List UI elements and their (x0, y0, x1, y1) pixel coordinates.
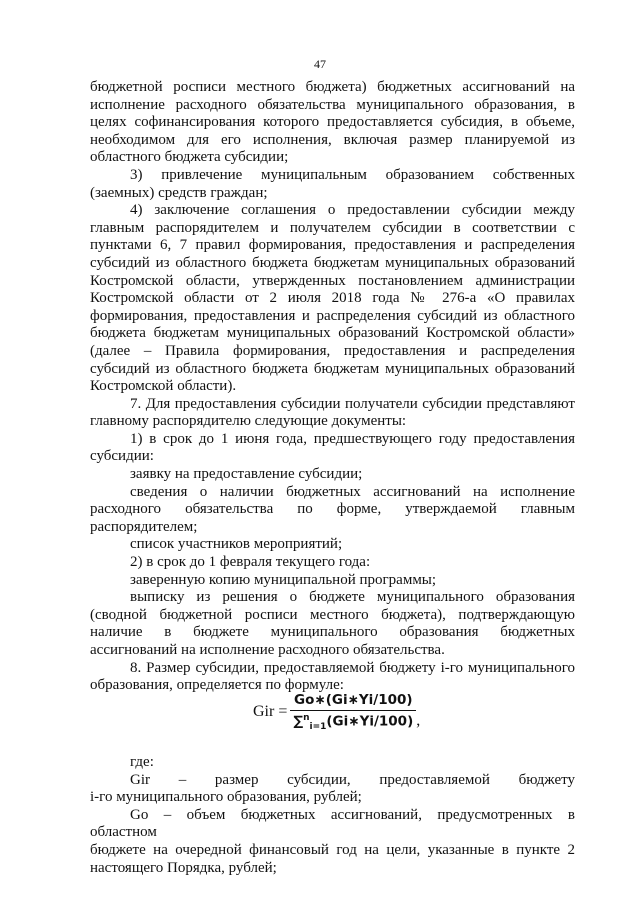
text-line: 2) в срок до 1 февраля текущего года: (130, 554, 371, 571)
text-line: Костромской области от 2 июля 2018 года № 276-а «О правилах (90, 290, 575, 307)
text-line: (заемных) средств граждан; (90, 184, 268, 201)
text-line: бюджета бюджетам муниципальных образований Костромской области» (90, 325, 575, 342)
text-line: бюджетной росписи местного бюджета) бюджетных ассигнований на (90, 79, 575, 95)
text-line: распорядителем; (90, 518, 198, 535)
document-body (90, 79, 575, 695)
text-line: областного бюджета субсидии; (90, 149, 289, 166)
text-line: Костромской области, утвержденных постановлением администрации (90, 272, 575, 289)
formula-comma: , (416, 712, 421, 730)
text-line: Gir – размер субсидии, предоставляемой бюджету (130, 771, 575, 788)
text-line: (далее – Правила формирования, предоставления и распределения (90, 342, 575, 359)
text-line: расходного обязательства по форме, утверждаемой главным (90, 501, 575, 518)
formula-lhs: Gir = (253, 703, 288, 721)
text-line: Go – объем бюджетных ассигнований, предусмотренных в областном (90, 806, 575, 841)
text-line: где: (130, 754, 154, 770)
text-line: субсидии: (90, 448, 154, 465)
text-line: список участников мероприятий; (130, 536, 343, 553)
text-line: формирования, предоставления и распределения субсидий из областного (90, 307, 575, 324)
page-number: 47 (314, 57, 326, 71)
text-line: исполнение расходного обязательства муниципального образования, в (90, 96, 575, 113)
text-line: пунктами 6, 7 правил формирования, предоставления и распределения (90, 237, 575, 254)
text-line: 1) в срок до 1 июня года, предшествующего году предоставления (130, 430, 575, 447)
sum-lower-limit: i=1 (309, 722, 327, 733)
text-line: целях софинансирования которого предоставляется субсидия, в объеме, (90, 114, 575, 131)
text-line: (сводной бюджетной росписи местного бюджета), подтверждающую (90, 606, 575, 623)
text-line: ассигнований на исполнение расходного обязательства. (90, 642, 445, 658)
sum-upper-limit: n (303, 713, 310, 723)
text-line: i-го муниципального образования, рублей; (90, 789, 362, 806)
text-line: наличие в бюджете муниципального образования бюджетных (90, 624, 575, 641)
text-line: субсидий из областного бюджета бюджетам муниципальных образований (90, 254, 575, 271)
text-line: 4) заключение соглашения о предоставлении субсидии между (130, 202, 575, 219)
text-line: 8. Размер субсидии, предоставляемой бюджету i-го муниципального (130, 659, 575, 676)
text-line: необходимом для его исполнения, включая размер планируемой из (90, 131, 575, 148)
formula-numerator: Go∗(Gi∗Yi/100) (294, 692, 413, 708)
formula-fraction (290, 692, 416, 732)
text-line: сведения о наличии бюджетных ассигнований на исполнение (130, 483, 575, 500)
text-line: заявку на предоставление субсидии; (130, 466, 363, 483)
text-line: бюджете на очередной финансовый год на цели, указанные в пункте 2 (90, 841, 575, 858)
text-line: образования, определяется по формуле: (90, 677, 344, 694)
text-line: субсидий из областного бюджета бюджетам муниципальных образований (90, 360, 575, 377)
document-body-continued (90, 754, 575, 877)
formula-denominator (290, 710, 416, 732)
text-line: главным распорядителем и получателем субсидии в соответствии с (90, 219, 575, 236)
subsidy-formula (253, 692, 420, 732)
text-line: настоящего Порядка, рублей; (90, 859, 277, 876)
text-line: 7. Для предоставления субсидии получатели субсидии представляют (130, 395, 575, 412)
text-line: заверенную копию муниципальной программы; (130, 571, 437, 588)
sum-symbol: ∑ (293, 713, 304, 730)
text-line: 3) привлечение муниципальным образованием собственных (130, 166, 575, 183)
text-line: выписку из решения о бюджете муниципального образования (130, 589, 575, 606)
text-line: главному распорядителю следующие документы: (90, 413, 407, 430)
formula-denominator-term: (Gi∗Yi/100) (326, 713, 414, 730)
text-line: Костромской области). (90, 378, 237, 395)
